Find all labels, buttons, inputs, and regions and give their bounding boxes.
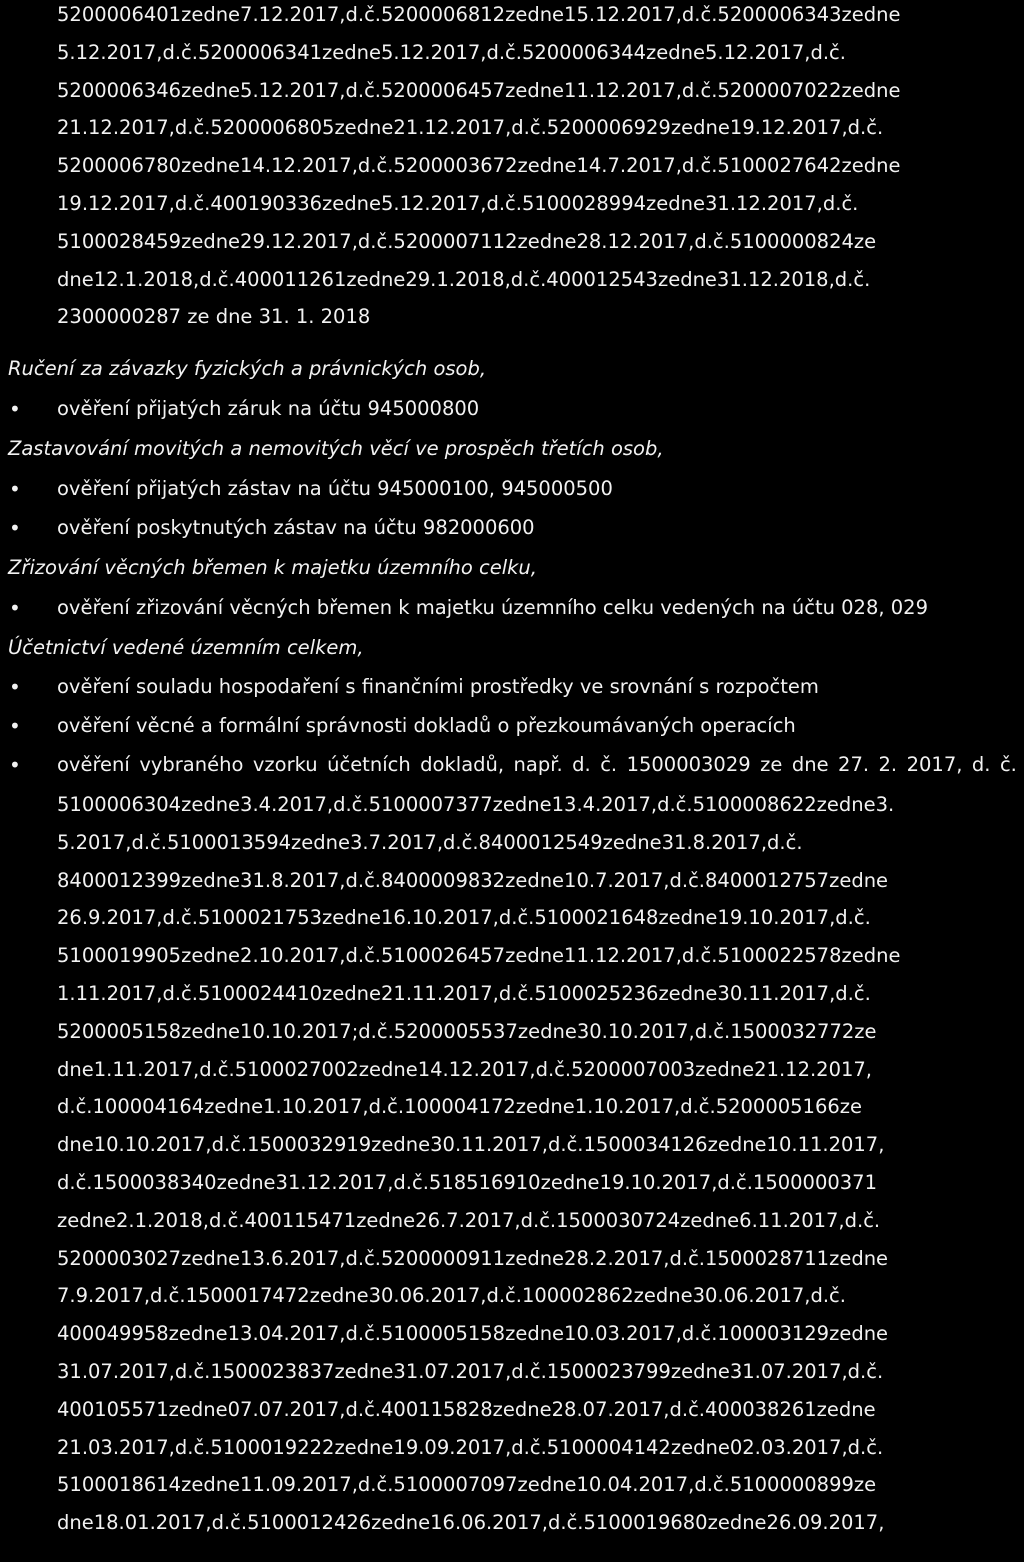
bullet-text: ověření vybraného vzorku účetních dokladů, např. d. č. 1500003029 ze dne 27. 2. 2017, d. č. xyxy=(57,753,1017,776)
bullet-item xyxy=(9,746,1017,784)
section-heading-zrizovani: Zřizování věcných břemen k majetku územního celku, xyxy=(8,556,537,579)
text-line: 7.9.2017,d.č.1500017472zedne30.06.2017,d.č.100002862zedne30.06.2017,d.č. xyxy=(57,1284,846,1308)
bullet-text: ověření přijatých záruk na účtu 945000800 xyxy=(57,397,480,420)
bullet-icon: • xyxy=(9,714,21,738)
bullet-icon: • xyxy=(9,753,21,777)
text-line: 5100019905zedne2.10.2017,d.č.5100026457zedne11.12.2017,d.č.5100022578zedne xyxy=(57,944,901,968)
text-line: 5100018614zedne11.09.2017,d.č.5100007097zedne10.04.2017,d.č.5100000899ze xyxy=(57,1473,877,1497)
text-line: 5100028459zedne29.12.2017,d.č.5200007112zedne28.12.2017,d.č.5100000824ze xyxy=(57,229,877,253)
text-line: 26.9.2017,d.č.5100021753zedne16.10.2017,d.č.5100021648zedne19.10.2017,d.č. xyxy=(57,906,871,930)
text-line: 400049958zedne13.04.2017,d.č.5100005158zedne10.03.2017,d.č.100003129zedne xyxy=(57,1322,889,1346)
text-line: 5100006304zedne3.4.2017,d.č.5100007377zedne13.4.2017,d.č.5100008622zedne3. xyxy=(57,793,895,816)
bullet-icon: • xyxy=(9,397,21,421)
text-line: 5200005158zedne10.10.2017;d.č.5200005537zedne30.10.2017,d.č.1500032772ze xyxy=(57,1019,877,1043)
bullet-item xyxy=(9,668,819,706)
bullet-icon: • xyxy=(9,596,21,620)
bullet-item xyxy=(9,470,613,508)
bullet-text: ověření zřizování věcných břemen k majetku územního celku vedených na účtu 028, 029 xyxy=(57,596,928,619)
text-line: 1.11.2017,d.č.5100024410zedne21.11.2017,d.č.5100025236zedne30.11.2017,d.č. xyxy=(57,981,871,1005)
bullet-text: ověření věcné a formální správnosti dokladů o přezkoumávaných operacích xyxy=(57,714,796,737)
text-line: 5.12.2017,d.č.5200006341zedne5.12.2017,d.č.5200006344zedne5.12.2017,d.č. xyxy=(57,40,846,64)
text-line: dne12.1.2018,d.č.400011261zedne29.1.2018,d.č.400012543zedne31.12.2018,d.č. xyxy=(57,267,871,291)
text-line: 5200006780zedne14.12.2017,d.č.5200003672zedne14.7.2017,d.č.5100027642zedne xyxy=(57,154,901,178)
bullet-icon: • xyxy=(9,675,21,699)
text-line: 5.2017,d.č.5100013594zedne3.7.2017,d.č.8400012549zedne31.8.2017,d.č. xyxy=(57,830,803,854)
text-line: d.č.100004164zedne1.10.2017,d.č.100004172zedne1.10.2017,d.č.5200005166ze xyxy=(57,1095,862,1119)
section-heading-zastavovani: Zastavování movitých a nemovitých věcí ve prospěch třetích osob, xyxy=(8,437,664,460)
bullet-icon: • xyxy=(9,477,21,501)
text-line: 400105571zedne07.07.2017,d.č.400115828zedne28.07.2017,d.č.400038261zedne xyxy=(57,1397,876,1421)
text-line: dne18.01.2017,d.č.5100012426zedne16.06.2017,d.č.5100019680zedne26.09.2017, xyxy=(57,1511,885,1535)
document-list-paragraph xyxy=(57,786,1017,1542)
section-heading-ucetnictvi: Účetnictví vedené územním celkem, xyxy=(8,636,364,659)
section-heading-ruceni: Ručení za závazky fyzických a právnických osob, xyxy=(8,357,487,380)
bullet-item xyxy=(9,707,796,745)
text-line: dne1.11.2017,d.č.5100027002zedne14.12.2017,d.č.5200007003zedne21.12.2017, xyxy=(57,1057,872,1081)
bullet-item xyxy=(9,509,535,547)
text-line: 2300000287 ze dne 31. 1. 2018 xyxy=(57,305,371,329)
bullet-icon: • xyxy=(9,516,21,540)
bullet-item xyxy=(9,390,480,428)
text-line: 31.07.2017,d.č.1500023837zedne31.07.2017,d.č.1500023799zedne31.07.2017,d.č. xyxy=(57,1359,884,1383)
text-line: 8400012399zedne31.8.2017,d.č.8400009832zedne10.7.2017,d.č.8400012757zedne xyxy=(57,868,889,892)
text-line: 5200006401zedne7.12.2017,d.č.5200006812zedne15.12.2017,d.č.5200006343zedne xyxy=(57,3,901,26)
text-line: d.č.1500038340zedne31.12.2017,d.č.518516910zedne19.10.2017,d.č.1500000371 xyxy=(57,1170,877,1194)
top-paragraph xyxy=(57,0,1017,336)
text-line: 5200003027zedne13.6.2017,d.č.5200000911zedne28.2.2017,d.č.1500028711zedne xyxy=(57,1246,889,1270)
text-line: 21.03.2017,d.č.5100019222zedne19.09.2017,d.č.5100004142zedne02.03.2017,d.č. xyxy=(57,1435,884,1459)
bullet-text: ověření přijatých zástav na účtu 945000100, 945000500 xyxy=(57,477,613,500)
text-line: 21.12.2017,d.č.5200006805zedne21.12.2017,d.č.5200006929zedne19.12.2017,d.č. xyxy=(57,116,884,140)
text-line: 5200006346zedne5.12.2017,d.č.5200006457zedne11.12.2017,d.č.5200007022zedne xyxy=(57,78,901,102)
text-line: dne10.10.2017,d.č.1500032919zedne30.11.2017,d.č.1500034126zedne10.11.2017, xyxy=(57,1133,885,1157)
bullet-text: ověření poskytnutých zástav na účtu 982000600 xyxy=(57,516,535,539)
text-line: 19.12.2017,d.č.400190336zedne5.12.2017,d.č.5100028994zedne31.12.2017,d.č. xyxy=(57,191,859,215)
text-line: zedne2.1.2018,d.č.400115471zedne26.7.2017,d.č.1500030724zedne6.11.2017,d.č. xyxy=(57,1208,881,1232)
bullet-item xyxy=(9,589,928,627)
bullet-text: ověření souladu hospodaření s finančními prostředky ve srovnání s rozpočtem xyxy=(57,675,819,698)
